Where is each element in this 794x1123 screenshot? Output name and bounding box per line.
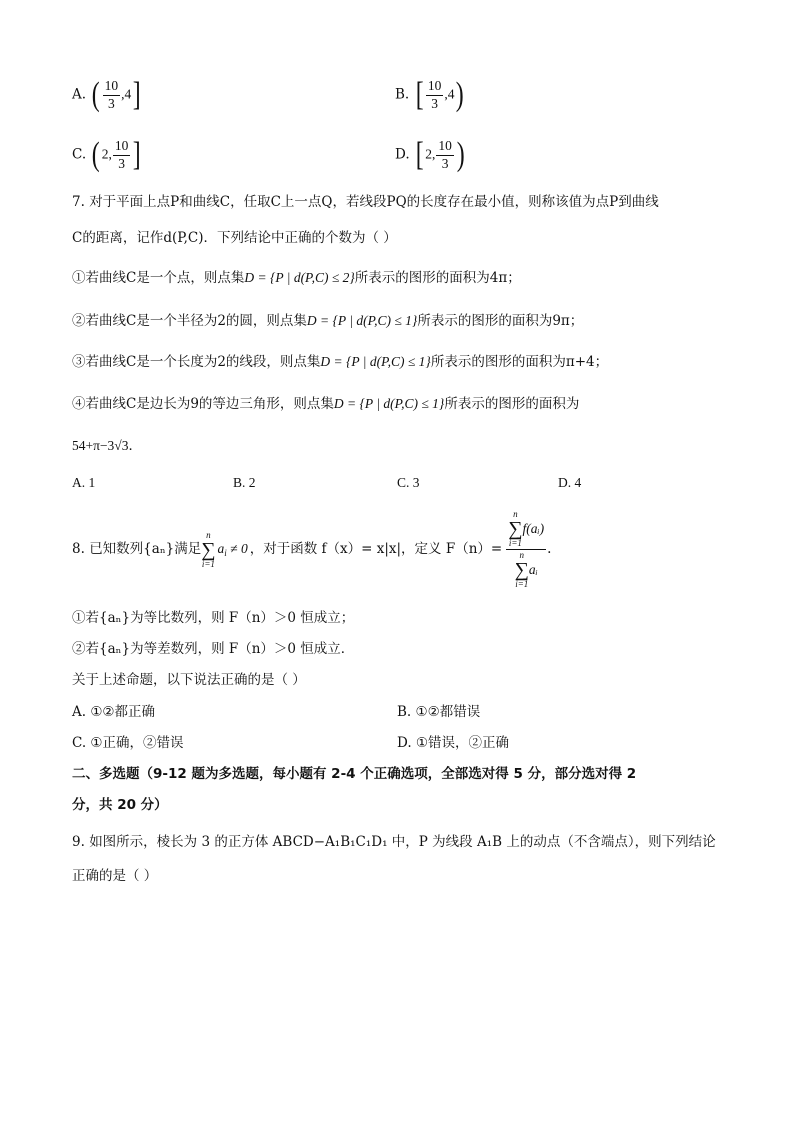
q7-statement-4 [72, 396, 579, 412]
q7-s1-pre: ①若曲线C是一个点，则点集 [72, 270, 245, 286]
q7-line1-text: 对于平面上点P和曲线C，任取C上一点Q，若线段PQ的长度存在最小值，则称该值为点P到曲线 [89, 194, 659, 210]
q7-s3-set: D = {P | d(P,C) ≤ 1} [320, 354, 431, 369]
q9-line1-text: 如图所示，棱长为 3 的正方体 ABCD−A₁B₁C₁D₁ 中，P 为线段 A₁B 上的动点（不含端点），则下列结论 [89, 834, 716, 850]
q7-option-d: D. 4 [558, 475, 582, 490]
q7-stem-line1 [72, 194, 659, 210]
q6-option-c: C. ( 2, $\frac{10}{3}$ ] [72, 136, 142, 173]
q8-question: 关于上述命题，以下说法正确的是（ ） [72, 672, 306, 688]
q9-stem-line2: 正确的是（ ） [72, 868, 158, 884]
q7-s2-post: 所表示的图形的面积为9π； [417, 313, 584, 329]
q8-number: 8. [72, 541, 85, 558]
q6-option-d-label: D. [395, 146, 410, 163]
q6-option-b: B. [ $\frac{10}{3}$ ,4) [395, 76, 465, 113]
q8-statement-1: ①若{aₙ}为等比数列，则 F（n）＞0 恒成立； [72, 610, 355, 626]
q6-b-fraction: $\frac{10}{3}$ [427, 78, 442, 111]
q8-frac-numerator: f(aᵢ) [522, 520, 545, 536]
q8-condition-sum: n ∑ i=1 [201, 529, 216, 569]
q7-s4-pre: ④若曲线C是边长为9的等边三角形，则点集 [72, 396, 334, 412]
q7-number: 7. [72, 194, 85, 210]
q6-d-fraction: $\frac{10}{3}$ [438, 138, 452, 171]
q8-option-c: C. ①正确，②错误 [72, 735, 184, 751]
q7-s2-set: D = {P | d(P,C) ≤ 1} [306, 313, 418, 328]
section-heading-line1: 二、多选题（9-12 题为多选题，每小题有 2-4 个正确选项，全部选对得 5 分，部分选对得 2 [72, 766, 637, 782]
q7-option-a: A. 1 [72, 475, 96, 490]
q7-statement-4-line2: 54+π−3√3． [72, 438, 142, 453]
q7-statement-3 [72, 354, 608, 370]
q8-stem-mid: ，对于函数 f（x）= x|x|，定义 F（n）= [249, 541, 503, 558]
q6-c-fraction: $\frac{10}{3}$ [114, 138, 129, 171]
q7-s1-post: 所表示的图形的面积为4π； [354, 270, 521, 286]
q7-s3-pre: ③若曲线C是一个长度为2的线段，则点集 [72, 354, 321, 370]
q6-option-b-label: B. [395, 86, 410, 103]
q7-statement-2 [72, 313, 583, 329]
q7-s4-set: D = {P | d(P,C) ≤ 1} [333, 396, 445, 411]
q9-number: 9. [72, 834, 85, 850]
q8-stem: 8. 已知数列{aₙ}满足 n ∑ i=1 $a_i \ne 0$ ，对于函数 f（x）= x|x|，定义 F（n）= n ∑ i=1 f(aᵢ) n ∑ i=1 aᵢ . [72, 509, 552, 589]
q6-option-a-label: A. [72, 86, 87, 103]
q7-stem-line2: C的距离，记作d(P,C)．下列结论中正确的个数为（ ） [72, 230, 397, 246]
q7-s2-pre: ②若曲线C是一个半径为2的圆，则点集 [72, 313, 307, 329]
q6-a-fraction: $\frac{10}{3}$ [104, 78, 119, 111]
q9-stem-line1 [72, 834, 716, 850]
section-heading-line2: 分，共 20 分） [72, 797, 168, 813]
q7-s1-set: D = {P | d(P,C) ≤ 2} [244, 270, 355, 285]
q7-option-b: B. 2 [233, 475, 256, 490]
q8-frac-denominator: aᵢ [528, 561, 538, 577]
q6-option-d: D. [ 2, $\frac{10}{3}$ ) [395, 136, 465, 173]
q7-s3-post: 所表示的图形的面积为π+4； [430, 354, 609, 370]
q8-stem-pre: 已知数列{aₙ}满足 [89, 541, 202, 558]
q7-option-c: C. 3 [397, 475, 420, 490]
q8-F-fraction: n ∑ i=1 f(aᵢ) n ∑ i=1 aᵢ [508, 509, 545, 589]
q8-statement-2: ②若{aₙ}为等差数列，则 F（n）＞0 恒成立． [72, 641, 355, 657]
q8-option-d: D. ①错误，②正确 [397, 735, 510, 751]
q7-statement-1 [72, 270, 521, 286]
q6-option-c-label: C. [72, 146, 87, 163]
q8-option-a: A. ①②都正确 [72, 704, 156, 720]
q8-option-b: B. ①②都错误 [397, 704, 481, 720]
q7-s4-post: 所表示的图形的面积为 [444, 396, 580, 412]
q6-option-a: A. ( $\frac{10}{3}$ ,4] [72, 76, 141, 113]
